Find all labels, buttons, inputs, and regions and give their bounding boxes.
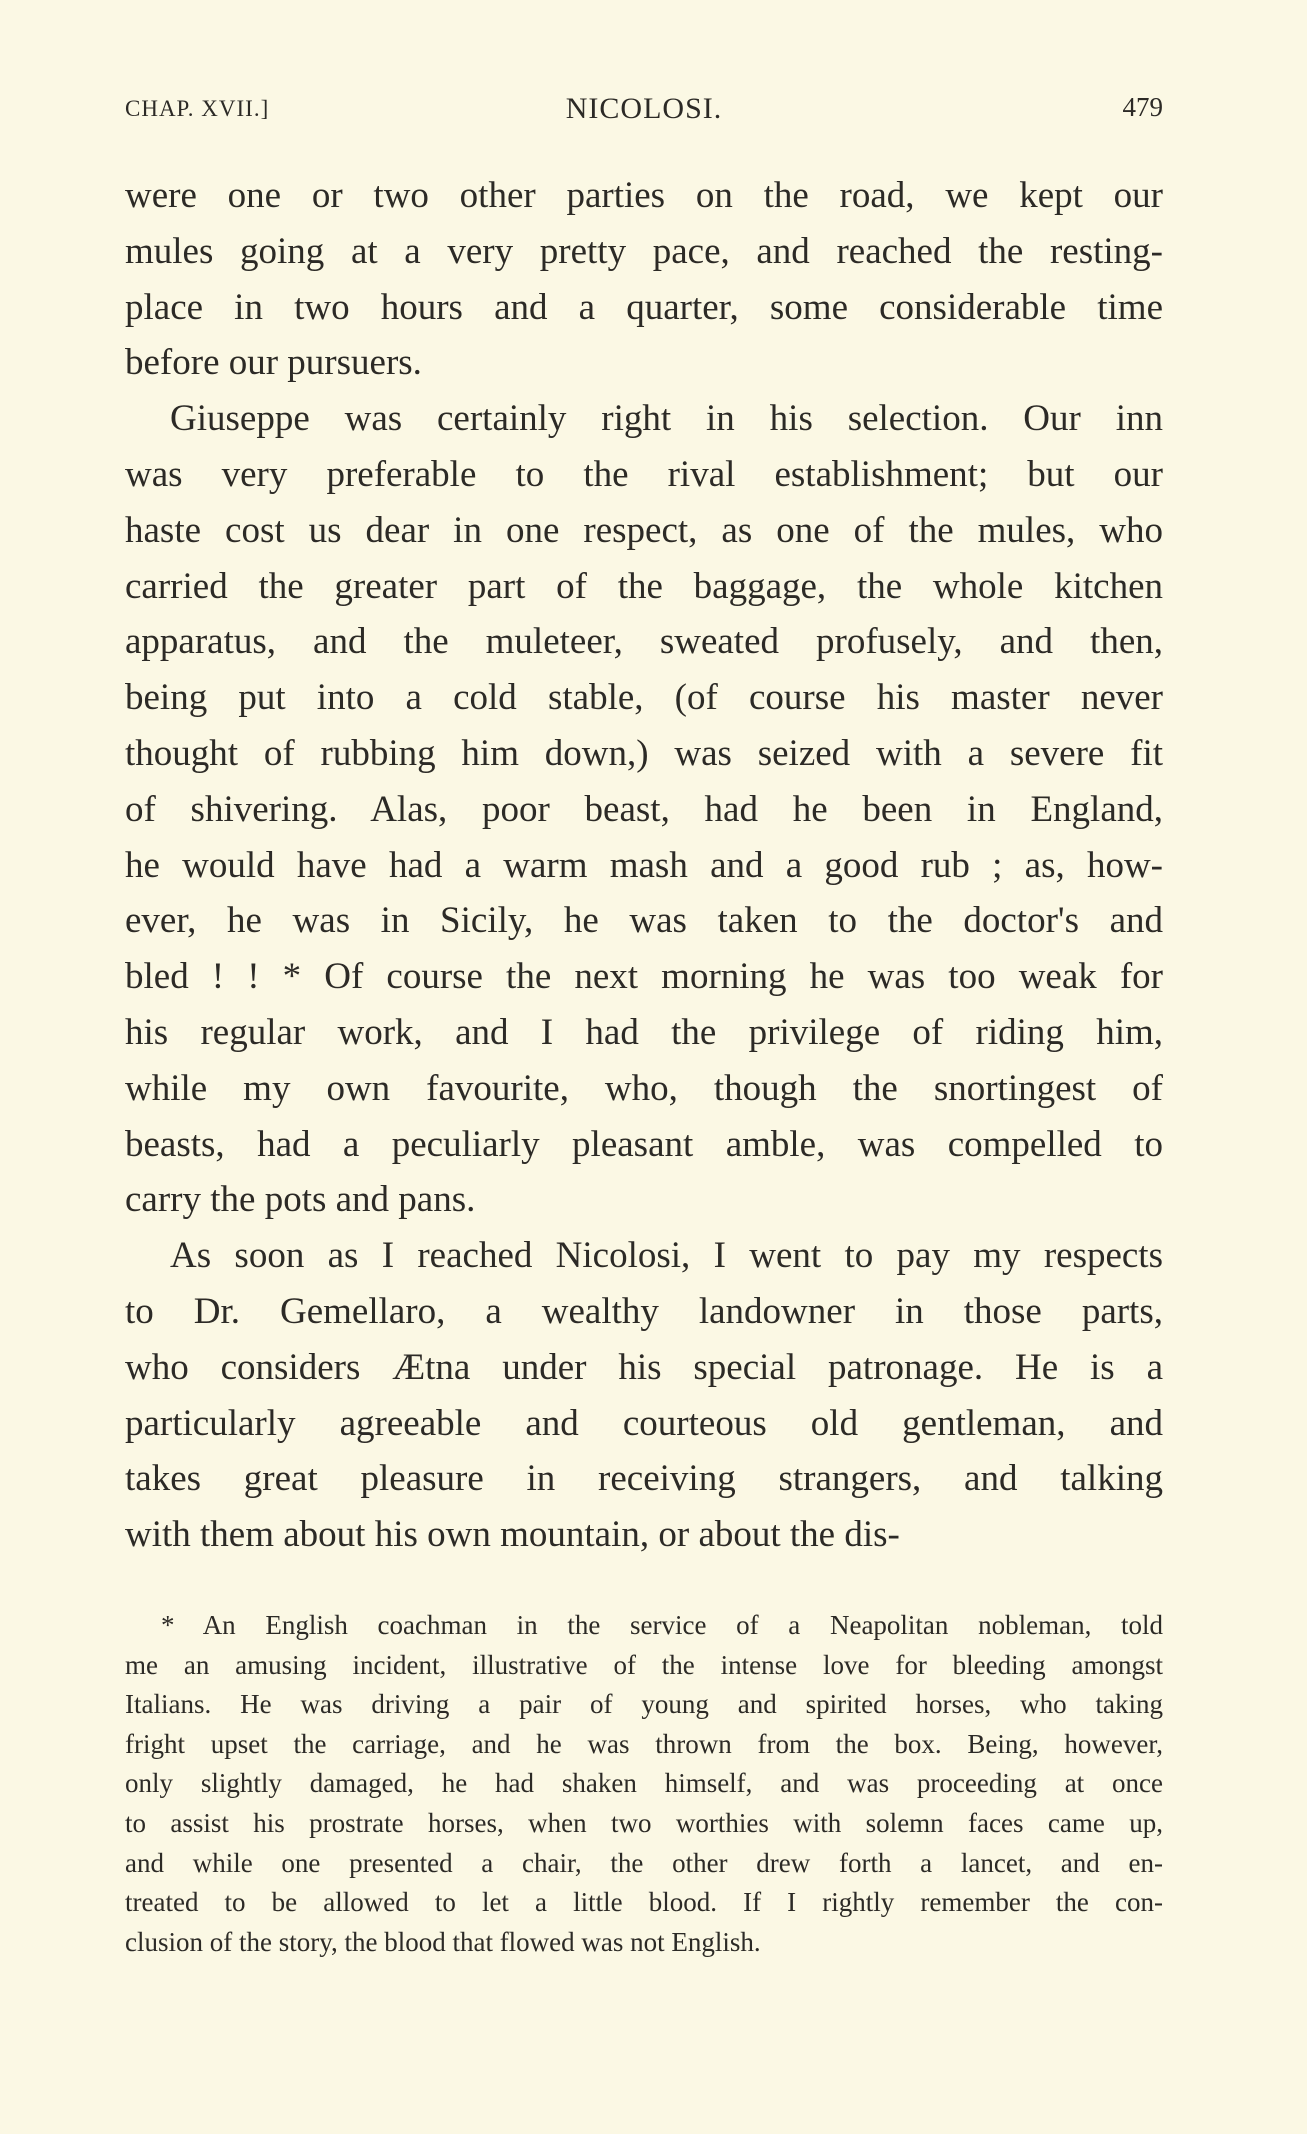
footnote-line: only slightly damaged, he had shaken himself, and was proceeding at once bbox=[125, 1768, 1163, 1799]
text-line: were one or two other parties on the road, we kept our bbox=[125, 175, 1163, 216]
page-title: NICOLOSI. bbox=[565, 92, 723, 125]
footnote-line: me an amusing incident, illustrative of the intense love for bleeding amongst bbox=[125, 1649, 1163, 1680]
text-line: particularly agreeable and courteous old gentleman, and bbox=[125, 1402, 1163, 1444]
body-text bbox=[125, 168, 1163, 1563]
text-line: beasts, had a peculiarly pleasant amble, was compelled to bbox=[125, 1123, 1163, 1165]
text-line: was very preferable to the rival establishment; but our bbox=[125, 453, 1163, 495]
text-line: carried the greater part of the baggage, the whole kitchen bbox=[125, 565, 1163, 607]
text-line: while my own favourite, who, though the snortingest of bbox=[125, 1067, 1163, 1109]
text-line: his regular work, and I had the privilege of riding him, bbox=[125, 1011, 1163, 1053]
footnote-line: and while one presented a chair, the other drew forth a lancet, and en- bbox=[125, 1847, 1163, 1878]
footnote-line: to assist his prostrate horses, when two worthies with solemn faces came up, bbox=[125, 1807, 1163, 1838]
text-line: place in two hours and a quarter, some considerable time bbox=[125, 286, 1163, 328]
text-line: bled ! ! * Of course the next morning he was too weak for bbox=[125, 956, 1163, 998]
text-line: carry the pots and pans. bbox=[125, 1179, 476, 1221]
text-line: takes great pleasure in receiving strangers, and talking bbox=[125, 1458, 1163, 1500]
text-line: who considers Ætna under his special patronage. He is a bbox=[125, 1346, 1163, 1388]
text-line: thought of rubbing him down,) was seized with a severe fit bbox=[125, 732, 1163, 774]
text-line: with them about his own mountain, or about the dis- bbox=[125, 1514, 900, 1556]
footnote-line: Italians. He was driving a pair of young and spirited horses, who taking bbox=[125, 1689, 1163, 1720]
footnote-line: fright upset the carriage, and he was thrown from the box. Being, however, bbox=[125, 1728, 1163, 1759]
text-line: apparatus, and the muleteer, sweated profusely, and then, bbox=[125, 621, 1163, 663]
footnote-line: * An English coachman in the service of a Neapolitan nobleman, told bbox=[161, 1610, 1163, 1640]
text-line: he would have had a warm mash and a good rub ; as, how- bbox=[125, 844, 1163, 886]
text-line: to Dr. Gemellaro, a wealthy landowner in those parts, bbox=[125, 1290, 1163, 1332]
text-line: mules going at a very pretty pace, and reached the resting- bbox=[125, 230, 1163, 272]
text-line: being put into a cold stable, (of course his master never bbox=[125, 677, 1163, 719]
text-line: Giuseppe was certainly right in his selection. Our inn bbox=[170, 398, 1163, 440]
footnote bbox=[125, 1606, 1163, 1962]
text-line: of shivering. Alas, poor beast, had he been in England, bbox=[125, 788, 1163, 830]
chapter-label: CHAP. XVII.] bbox=[125, 96, 270, 121]
text-line: haste cost us dear in one respect, as one of the mules, who bbox=[125, 509, 1163, 551]
footnote-line: clusion of the story, the blood that flowed was not English. bbox=[125, 1926, 761, 1957]
text-line: As soon as I reached Nicolosi, I went to pay my respects bbox=[170, 1235, 1163, 1277]
footnote-line: treated to be allowed to let a little blood. If I rightly remember the con- bbox=[125, 1887, 1163, 1918]
text-line: ever, he was in Sicily, he was taken to the doctor's and bbox=[125, 900, 1163, 942]
running-header bbox=[125, 92, 1163, 132]
page-number: 479 bbox=[1122, 92, 1163, 122]
text-line: before our pursuers. bbox=[125, 342, 422, 384]
